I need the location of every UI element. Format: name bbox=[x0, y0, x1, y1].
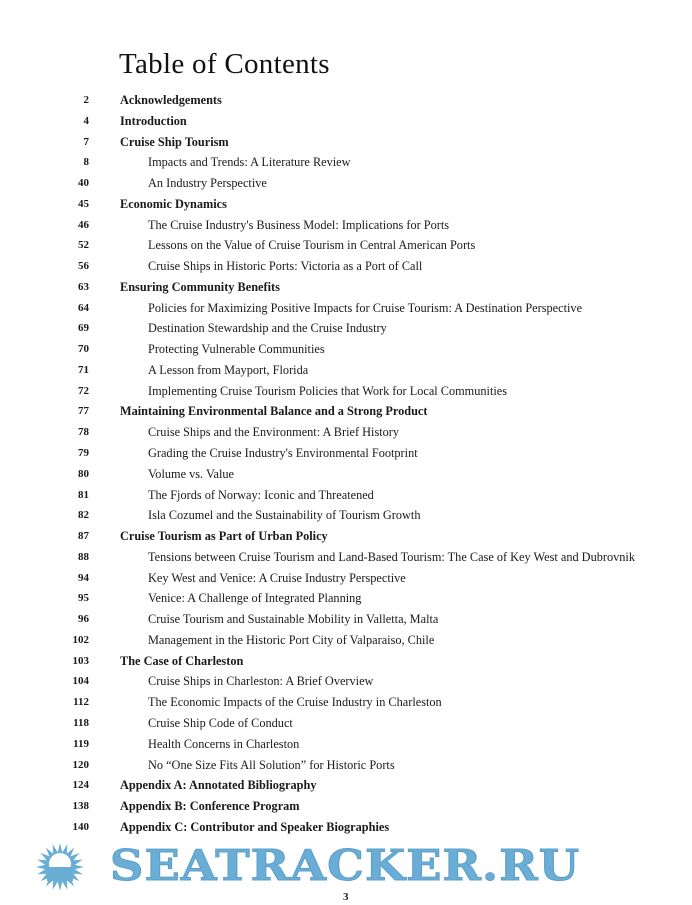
toc-entry-label: Key West and Venice: A Cruise Industry Perspective bbox=[148, 570, 406, 585]
toc-entry-label: No “One Size Fits All Solution” for Historic Ports bbox=[148, 757, 395, 772]
toc-entry[interactable] bbox=[0, 734, 692, 755]
toc-page-number: 71 bbox=[78, 363, 89, 376]
toc-page-number: 52 bbox=[78, 239, 89, 252]
toc-entry-label: Management in the Historic Port City of Valparaiso, Chile bbox=[148, 632, 435, 647]
toc-page-number: 72 bbox=[78, 384, 89, 397]
toc-entry-label: Introduction bbox=[120, 113, 187, 128]
page-number: 3 bbox=[343, 891, 349, 903]
toc-entry[interactable] bbox=[0, 318, 692, 339]
toc-entry-label: Cruise Tourism and Sustainable Mobility in Valletta, Malta bbox=[148, 612, 439, 627]
toc-entry-label: Venice: A Challenge of Integrated Planning bbox=[148, 591, 362, 606]
toc-entry-label: Cruise Ship Tourism bbox=[120, 134, 229, 149]
toc-entry-label: Implementing Cruise Tourism Policies that Work for Local Communities bbox=[148, 383, 508, 398]
toc-page-number: 45 bbox=[78, 197, 89, 210]
toc-entry[interactable] bbox=[0, 132, 692, 153]
toc-entry[interactable] bbox=[0, 568, 692, 589]
toc-entry[interactable] bbox=[0, 152, 692, 173]
toc-entry[interactable] bbox=[0, 90, 692, 111]
toc-entry-label: Cruise Ship Code of Conduct bbox=[148, 715, 293, 730]
toc-page-number: 103 bbox=[72, 654, 89, 667]
toc-entry[interactable] bbox=[0, 111, 692, 132]
sun-logo-icon bbox=[20, 842, 100, 892]
toc-entry-label: Policies for Maximizing Positive Impacts for Cruise Tourism: A Destination Perspective bbox=[148, 300, 583, 315]
toc-entry[interactable] bbox=[0, 547, 692, 568]
toc-list bbox=[0, 90, 692, 838]
toc-entry-label: Grading the Cruise Industry's Environmental Footprint bbox=[148, 446, 418, 461]
toc-entry-label: The Economic Impacts of the Cruise Industry in Charleston bbox=[148, 695, 442, 710]
toc-entry[interactable] bbox=[0, 360, 692, 381]
toc-entry-label: Volume vs. Value bbox=[148, 466, 234, 481]
toc-page-number: 82 bbox=[78, 509, 89, 522]
toc-page-number: 79 bbox=[78, 447, 89, 460]
toc-entry-label: Isla Cozumel and the Sustainability of Tourism Growth bbox=[148, 508, 421, 523]
toc-page-number: 64 bbox=[78, 301, 89, 314]
toc-entry-label: Lessons on the Value of Cruise Tourism in Central American Ports bbox=[148, 238, 476, 253]
toc-entry[interactable] bbox=[0, 755, 692, 776]
toc-entry[interactable] bbox=[0, 194, 692, 215]
toc-page-number: 7 bbox=[83, 135, 89, 148]
toc-page-number: 63 bbox=[78, 280, 89, 293]
toc-entry[interactable] bbox=[0, 485, 692, 506]
toc-page-number: 87 bbox=[78, 530, 89, 543]
toc-entry[interactable] bbox=[0, 817, 692, 838]
toc-entry-label: Cruise Tourism as Part of Urban Policy bbox=[120, 529, 328, 544]
toc-entry[interactable] bbox=[0, 464, 692, 485]
toc-entry-label: Destination Stewardship and the Cruise Industry bbox=[148, 321, 387, 336]
page-title: Table of Contents bbox=[119, 48, 330, 80]
toc-entry-label: The Cruise Industry's Business Model: Implications for Ports bbox=[148, 217, 450, 232]
toc-page-number: 140 bbox=[72, 820, 89, 833]
toc-entry[interactable] bbox=[0, 796, 692, 817]
toc-entry-label: Economic Dynamics bbox=[120, 196, 227, 211]
toc-page-number: 102 bbox=[72, 633, 89, 646]
toc-entry-label: Appendix A: Annotated Bibliography bbox=[120, 778, 317, 793]
toc-page-number: 118 bbox=[73, 716, 89, 729]
toc-entry-label: Ensuring Community Benefits bbox=[120, 279, 280, 294]
toc-entry[interactable] bbox=[0, 422, 692, 443]
toc-entry-label: Protecting Vulnerable Communities bbox=[148, 342, 325, 357]
toc-page-number: 77 bbox=[78, 405, 89, 418]
toc-entry[interactable] bbox=[0, 775, 692, 796]
toc-entry-label: Tensions between Cruise Tourism and Land-Based Tourism: The Case of Key West and Dubrovnik bbox=[148, 549, 635, 564]
toc-page-number: 46 bbox=[78, 218, 89, 231]
toc-page-number: 80 bbox=[78, 467, 89, 480]
toc-entry-label: Acknowledgements bbox=[120, 93, 222, 107]
toc-page-number: 96 bbox=[78, 613, 89, 626]
toc-entry-label: An Industry Perspective bbox=[148, 176, 267, 191]
toc-entry-label: Appendix C: Contributor and Speaker Biographies bbox=[120, 819, 390, 834]
toc-page-number: 78 bbox=[78, 426, 89, 439]
toc-page-number: 88 bbox=[78, 550, 89, 563]
toc-entry-label: A Lesson from Mayport, Florida bbox=[148, 362, 309, 377]
toc-entry-label: The Fjords of Norway: Iconic and Threatened bbox=[148, 487, 374, 502]
toc-page-number: 124 bbox=[72, 779, 89, 792]
toc-entry-label: Cruise Ships in Charleston: A Brief Overview bbox=[148, 674, 374, 689]
toc-entry-label: The Case of Charleston bbox=[120, 653, 244, 668]
toc-entry[interactable] bbox=[0, 401, 692, 422]
toc-entry[interactable] bbox=[0, 235, 692, 256]
toc-page-number: 69 bbox=[78, 322, 89, 335]
toc-page-number: 138 bbox=[72, 800, 89, 813]
toc-entry[interactable] bbox=[0, 588, 692, 609]
toc-entry-label: Maintaining Environmental Balance and a Strong Product bbox=[120, 404, 428, 419]
toc-entry[interactable] bbox=[0, 651, 692, 672]
toc-page-number: 95 bbox=[78, 592, 89, 605]
toc-page-number: 94 bbox=[78, 571, 89, 584]
toc-entry[interactable] bbox=[0, 609, 692, 630]
watermark-text: SEATRACKER.RU bbox=[110, 841, 581, 890]
toc-entry-label: Impacts and Trends: A Literature Review bbox=[148, 155, 351, 170]
toc-entry[interactable] bbox=[0, 215, 692, 236]
toc-entry[interactable] bbox=[0, 256, 692, 277]
toc-entry[interactable] bbox=[0, 713, 692, 734]
toc-entry-label: Appendix B: Conference Program bbox=[120, 799, 300, 814]
toc-entry[interactable] bbox=[0, 692, 692, 713]
toc-page-number: 81 bbox=[78, 488, 89, 501]
toc-page-number: 104 bbox=[72, 675, 89, 688]
toc-entry[interactable] bbox=[0, 505, 692, 526]
toc-entry[interactable] bbox=[0, 298, 692, 319]
toc-page-number: 8 bbox=[83, 156, 89, 169]
toc-entry-label: Cruise Ships in Historic Ports: Victoria as a Port of Call bbox=[148, 259, 423, 274]
toc-entry[interactable] bbox=[0, 381, 692, 402]
toc-entry[interactable] bbox=[0, 630, 692, 651]
toc-entry[interactable] bbox=[0, 277, 692, 298]
toc-page-number: 70 bbox=[78, 343, 89, 356]
toc-entry[interactable] bbox=[0, 671, 692, 692]
toc-page-number: 112 bbox=[73, 696, 89, 709]
toc-page-number: 2 bbox=[83, 94, 89, 106]
toc-page-number: 120 bbox=[72, 758, 89, 771]
toc-entry[interactable] bbox=[0, 526, 692, 547]
toc-entry[interactable] bbox=[0, 339, 692, 360]
toc-page-number: 56 bbox=[78, 260, 89, 273]
toc-entry[interactable] bbox=[0, 443, 692, 464]
toc-entry-label: Cruise Ships and the Environment: A Brief History bbox=[148, 425, 400, 440]
toc-page-number: 40 bbox=[78, 177, 89, 190]
toc-entry[interactable] bbox=[0, 173, 692, 194]
toc-page-number: 4 bbox=[83, 114, 89, 127]
toc-page-number: 119 bbox=[73, 737, 89, 750]
toc-entry-label: Health Concerns in Charleston bbox=[148, 736, 300, 751]
